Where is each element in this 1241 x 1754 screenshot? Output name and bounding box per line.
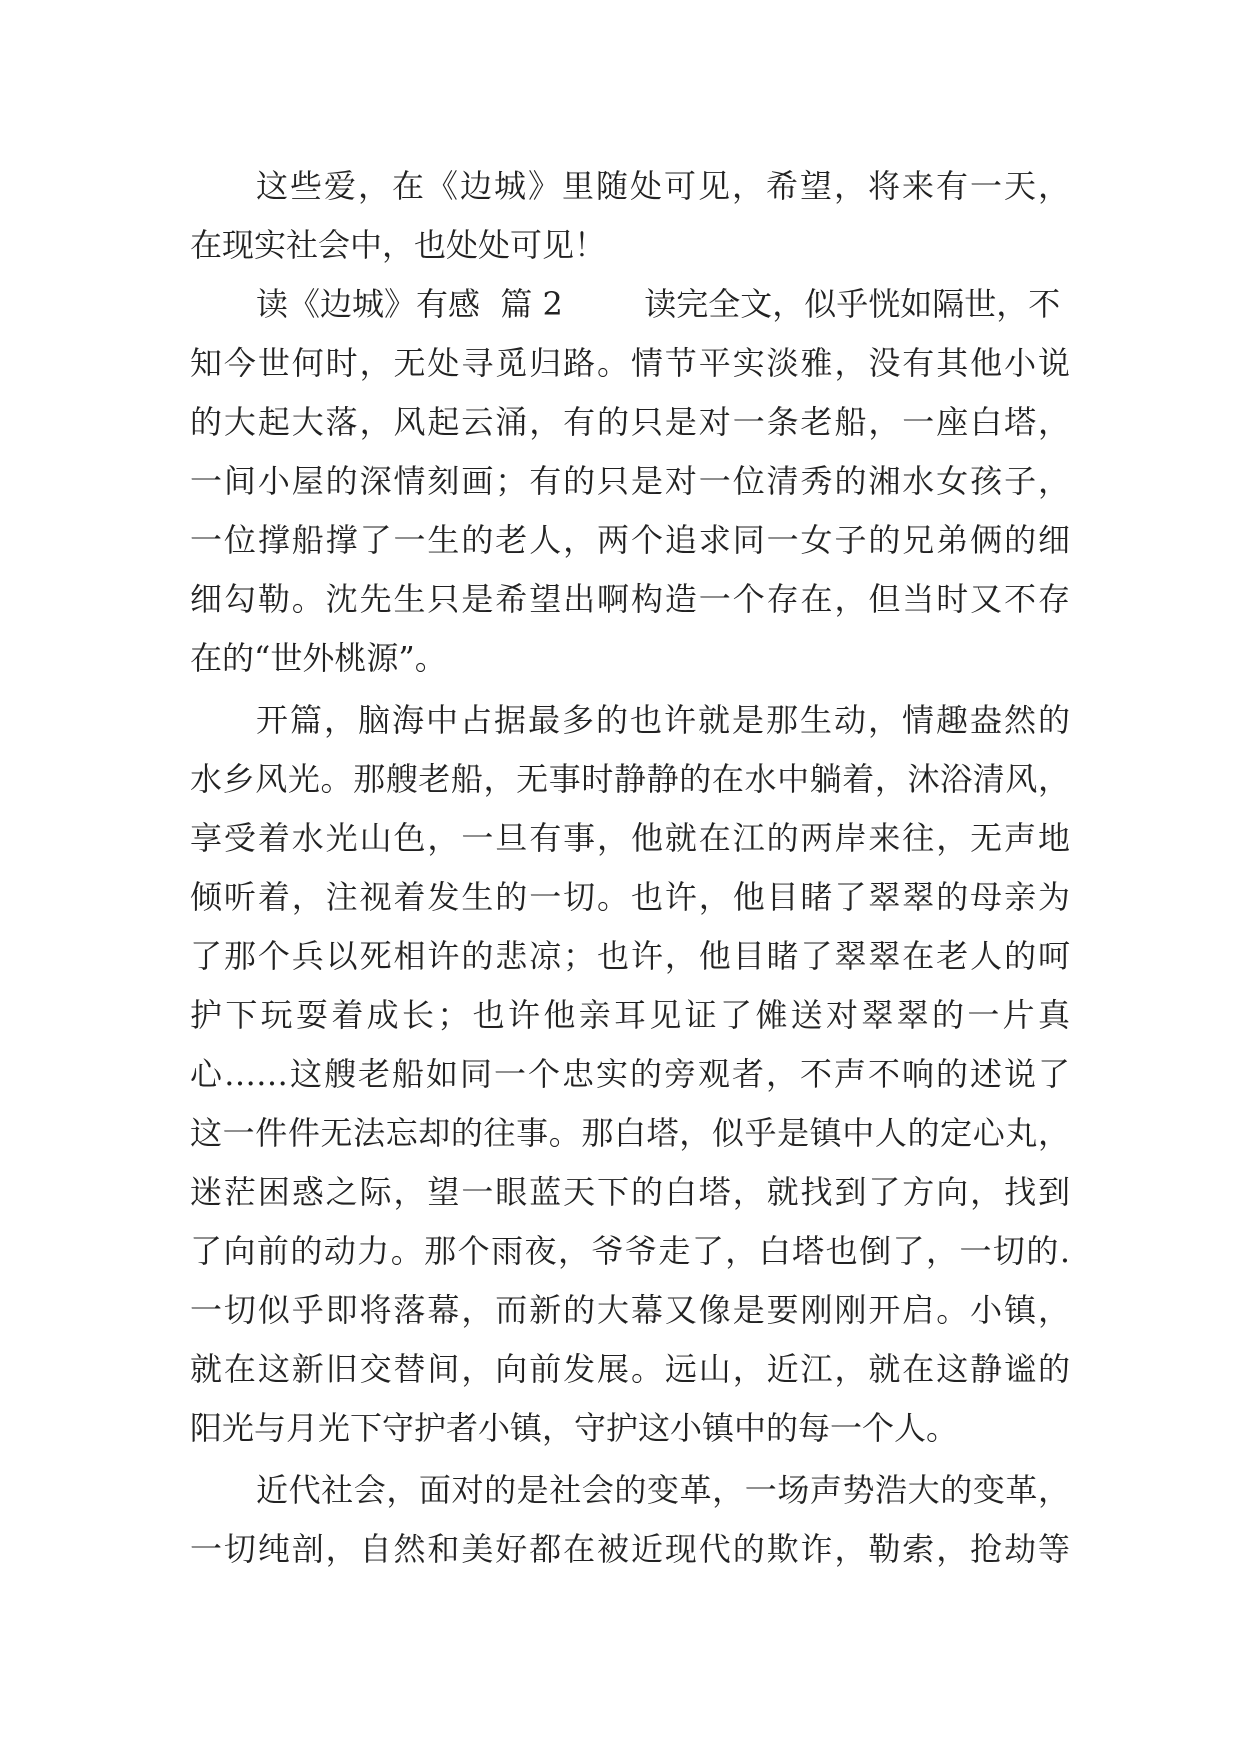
text-line: 读《边城》有感 篇 2 读完全文，似乎恍如隔世，不: [256, 285, 1061, 323]
text-line: 这一件件无法忘却的往事。那白塔，似乎是镇中人的定心丸，: [190, 1114, 1070, 1152]
text-line: 一间小屋的深情刻画；有的只是对一位清秀的湘水女孩子，: [190, 462, 1070, 500]
text-line: 了向前的动力。那个雨夜，爷爷走了，白塔也倒了，一切的.: [190, 1232, 1070, 1270]
paragraph-1: [190, 157, 1070, 275]
text-line: 享受着水光山色，一旦有事，他就在江的两岸来往，无声地: [190, 819, 1070, 857]
text-line: 这些爱，在《边城》里随处可见，希望，将来有一天，: [256, 167, 1070, 205]
paragraph-2: [190, 275, 1070, 688]
text-line: 迷茫困惑之际，望一眼蓝天下的白塔，就找到了方向，找到: [190, 1173, 1070, 1211]
text-line: 倾听着，注视着发生的一切。也许，他目睹了翠翠的母亲为: [190, 878, 1070, 916]
text-line: 了那个兵以死相许的悲凉；也许，他目睹了翠翠在老人的呵: [190, 937, 1070, 975]
text-line: 一切纯剖，自然和美好都在被近现代的欺诈，勒索，抢劫等: [190, 1530, 1070, 1568]
text-line: 知今世何时，无处寻觅归路。情节平实淡雅，没有其他小说: [190, 344, 1070, 382]
article-body: [190, 157, 1070, 1579]
text-line: 细勾勒。沈先生只是希望出啊构造一个存在，但当时又不存: [190, 580, 1070, 618]
paragraph-3: [190, 691, 1070, 1458]
text-line: 阳光与月光下守护者小镇，守护这小镇中的每一个人。: [190, 1409, 959, 1447]
text-line: 护下玩耍着成长；也许他亲耳见证了傩送对翠翠的一片真: [190, 996, 1070, 1034]
text-line: 一切似乎即将落幕，而新的大幕又像是要刚刚开启。小镇，: [190, 1291, 1070, 1329]
text-line: 水乡风光。那艘老船，无事时静静的在水中躺着，沐浴清风，: [190, 760, 1070, 798]
text-line: 的大起大落，风起云涌，有的只是对一条老船，一座白塔，: [190, 403, 1070, 441]
text-line: 近代社会，面对的是社会的变革，一场声势浩大的变革，: [256, 1471, 1070, 1509]
text-line: 心……这艘老船如同一个忠实的旁观者，不声不响的述说了: [190, 1055, 1070, 1093]
paragraph-4: [190, 1461, 1070, 1579]
text-line: 开篇，脑海中占据最多的也许就是那生动，情趣盎然的: [256, 701, 1070, 739]
text-line: 一位撑船撑了一生的老人，两个追求同一女子的兄弟俩的细: [190, 521, 1070, 559]
text-line: 就在这新旧交替间，向前发展。远山，近江，就在这静谧的: [190, 1350, 1070, 1388]
text-line: 在现实社会中，也处处可见！: [190, 226, 607, 264]
text-line: 在的“世外桃源”。: [190, 639, 447, 677]
